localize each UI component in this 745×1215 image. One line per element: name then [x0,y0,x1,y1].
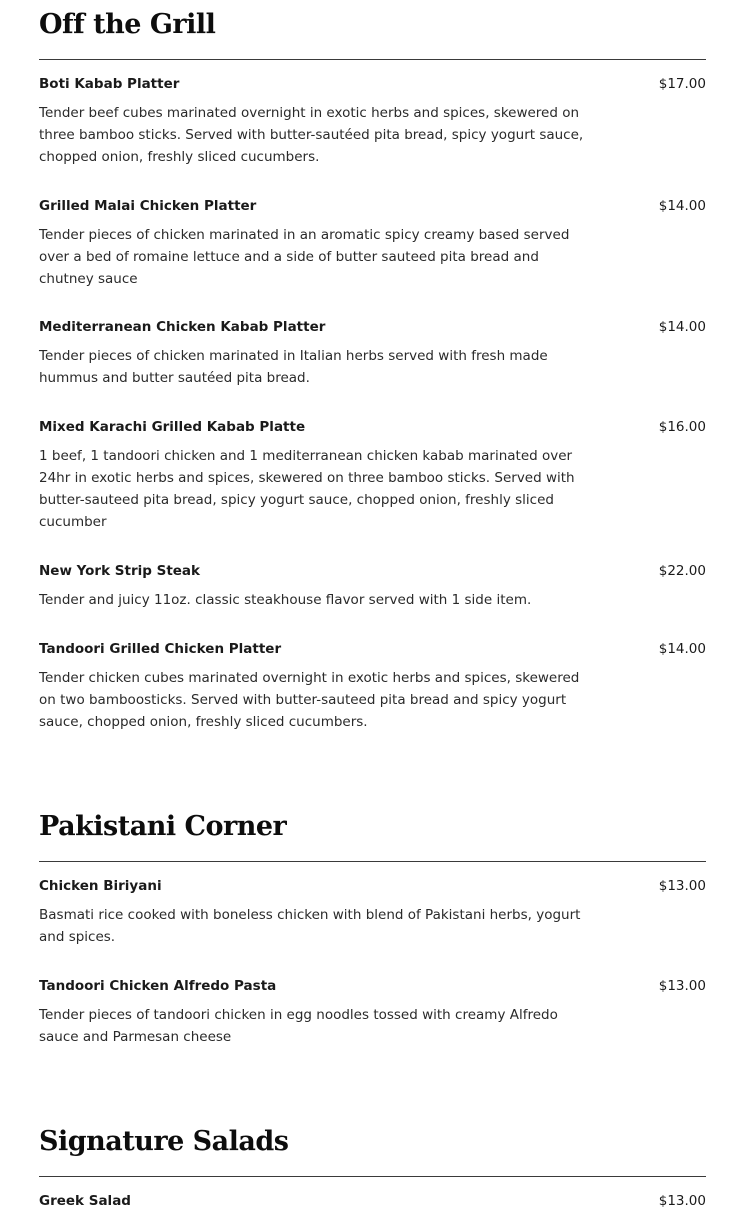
menu-item-price: $14.00 [658,641,706,657]
menu-item-price: $14.00 [658,319,706,335]
section-divider [39,59,706,60]
menu-item [39,1192,706,1210]
menu-item [39,977,706,1048]
menu-item-price: $16.00 [658,419,706,435]
menu-item-name: Mixed Karachi Grilled Kabab Platte [39,419,306,435]
menu-item-name: Greek Salad [39,1193,131,1209]
menu-item [39,877,706,948]
menu-item-price: $13.00 [658,878,706,894]
menu-item-description: Tender and juicy 11oz. classic steakhouse flavor served with 1 side item. [39,592,532,608]
menu-item-description: Tender pieces of chicken marinated in an aromatic spicy creamy based served over a bed of romaine lettuce and a side of butter sauteed pita bread and chutney sauce [39,227,570,287]
menu-item-description: Tender chicken cubes marinated overnight in exotic herbs and spices, skewered on two bamboosticks. Served with butter-sauteed pita bread and spicy yogurt sauce, chopped onion, freshly sliced cucumbers. [39,670,580,730]
menu-item-name: Mediterranean Chicken Kabab Platter [39,319,326,335]
menu-item-price: $13.00 [658,1193,706,1209]
menu-item-name: Chicken Biriyani [39,878,162,894]
menu-item-description: Tender beef cubes marinated overnight in exotic herbs and spices, skewered on three bamboo sticks. Served with butter-sautéed pita bread, spicy yogurt sauce, chopped onion, freshly sliced cucumbers. [39,105,584,165]
menu-item-price: $13.00 [658,978,706,994]
menu-item [39,418,706,533]
section-divider [39,861,706,862]
menu-item-name: Tandoori Chicken Alfredo Pasta [39,978,277,994]
menu-item [39,562,706,611]
menu-item-name: Tandoori Grilled Chicken Platter [39,641,282,657]
menu-item-description: Basmati rice cooked with boneless chicken with blend of Pakistani herbs, yogurt and spices. [39,907,581,945]
menu-item [39,640,706,733]
section-title-pakistani-corner: Pakistani Corner [39,811,287,842]
menu-item-name: New York Strip Steak [39,563,201,579]
section-title-signature-salads: Signature Salads [39,1126,289,1157]
menu-item-name: Boti Kabab Platter [39,76,180,92]
menu-item-description: Tender pieces of tandoori chicken in egg noodles tossed with creamy Alfredo sauce and Parmesan cheese [39,1007,558,1045]
menu-item-price: $14.00 [658,198,706,214]
section-divider [39,1176,706,1177]
menu-item-name: Grilled Malai Chicken Platter [39,198,257,214]
menu-item-price: $22.00 [658,563,706,579]
menu-item [39,197,706,290]
section-title-off-the-grill: Off the Grill [39,9,216,40]
menu-item-description: 1 beef, 1 tandoori chicken and 1 mediterranean chicken kabab marinated over 24hr in exotic herbs and spices, skewered on three bamboo sticks. Served with butter-sauteed pita bread, spicy yogurt sauce, chopped onion, freshly sliced cucumber [39,448,575,530]
menu-item-price: $17.00 [658,76,706,92]
menu-item [39,318,706,389]
menu-item-description: Tender pieces of chicken marinated in Italian herbs served with fresh made hummus and butter sautéed pita bread. [39,348,548,386]
menu-item [39,75,706,168]
